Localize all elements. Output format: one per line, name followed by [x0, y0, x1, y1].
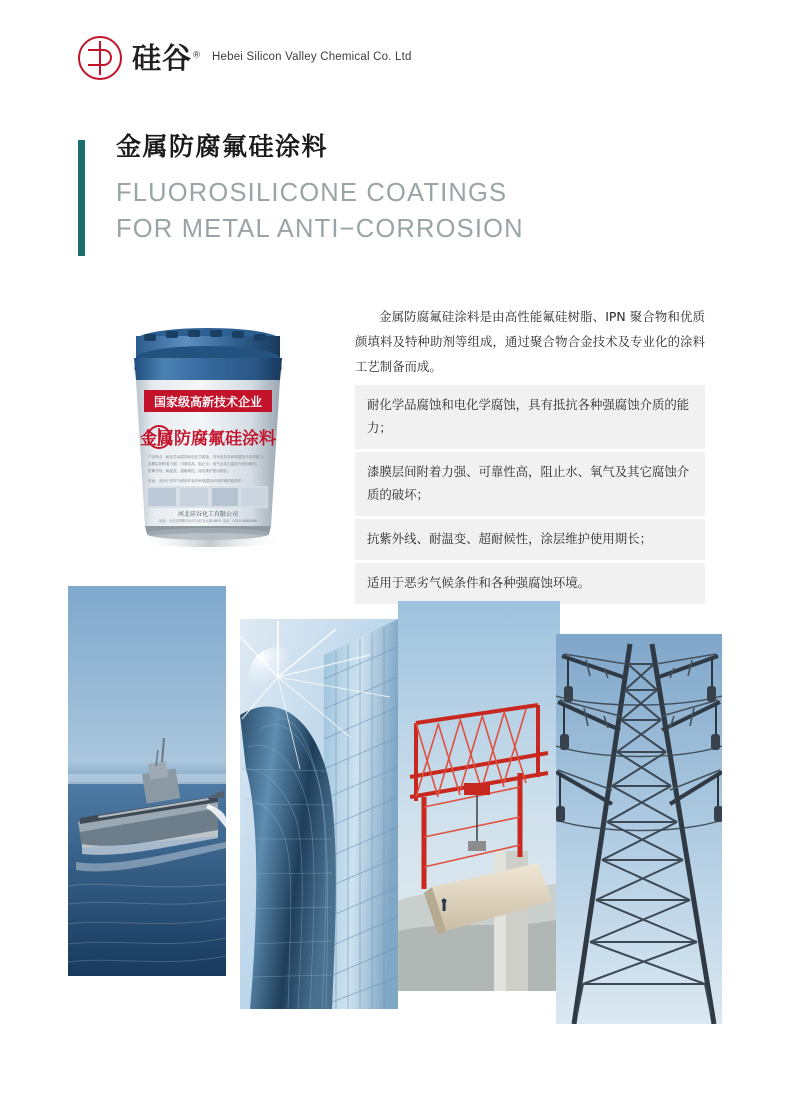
svg-text:漆膜层间附着力强、可靠性高，阻止水、氧气及其它腐蚀介质的破坏: 漆膜层间附着力强、可靠性高，阻止水、氧气及其它腐蚀介质的破坏； [148, 462, 260, 466]
brand-header [78, 36, 412, 80]
list-item: 抗紫外线、耐温变、超耐候性，涂层维护使用期长； [355, 519, 705, 560]
svg-text:金属防腐氟硅涂料: 金属防腐氟硅涂料 [140, 429, 276, 449]
silicon-valley-circle-logo-icon [78, 36, 122, 80]
page-title-en-line2: FOR METAL ANTI−CORROSION [116, 215, 524, 244]
list-item: 适用于恶劣气候条件和各种强腐蚀环境。 [355, 563, 705, 604]
page-title-en-line1: FLUOROSILICONE COATINGS [116, 179, 508, 207]
brand-name-cn-text: 硅谷 [132, 40, 193, 75]
brand-name-en: Hebei Silicon Valley Chemical Co. Ltd [212, 51, 412, 63]
list-item: 耐化学品腐蚀和电化学腐蚀，具有抵抗各种强腐蚀介质的能力； [355, 385, 705, 449]
intro-paragraph: 金属防腐氟硅涂料是由高性能氟硅树脂、IPN 聚合物和优质颜填料及特种助剂等组成，通过聚合物合金技术及专业化的涂料工艺制备而成。 [355, 309, 705, 374]
photo-steel-transmission-tower [556, 634, 722, 1024]
list-item: 漆膜层间附着力强、可靠性高，阻止水、氧气及其它腐蚀介质的破坏； [355, 452, 705, 516]
page-title-cn: 金属防腐氟硅涂料 [116, 132, 329, 161]
title-block [78, 132, 698, 247]
title-accent-bar [78, 140, 85, 256]
feature-list [355, 385, 705, 607]
svg-text:河北硅谷化工有限公司: 河北硅谷化工有限公司 [177, 511, 239, 518]
svg-text:地址：河北省邯郸市永年区硅谷大街168号 电话：0310-: 地址：河北省邯郸市永年区硅谷大街168号 电话：0310-8888888 [159, 519, 257, 523]
svg-text:国家级高新技术企业: 国家级高新技术企业 [153, 395, 263, 409]
svg-text:用途：适用于恶劣气候条件和各种强腐蚀环境的钢结构防护。: 用途：适用于恶劣气候条件和各种强腐蚀环境的钢结构防护。 [148, 479, 246, 483]
paint-bucket-photo [108, 300, 318, 550]
svg-text:抗紫外线、耐温变、超耐候性，涂层维护使用期长。: 抗紫外线、耐温变、超耐候性，涂层维护使用期长。 [148, 469, 231, 473]
brand-name-cn [132, 40, 203, 75]
photo-naval-aircraft-carrier [68, 586, 226, 976]
registered-mark-icon: ® [192, 49, 203, 60]
page-title-en [116, 175, 698, 247]
photo-glass-curtain-wall-skyscraper [240, 619, 398, 1009]
photo-red-bridge-construction-gantry [398, 601, 560, 991]
svg-text:产品特点：耐化学品腐蚀和电化学腐蚀，具有抵抗各种强腐蚀介质的: 产品特点：耐化学品腐蚀和电化学腐蚀，具有抵抗各种强腐蚀介质的能力； [148, 455, 267, 459]
